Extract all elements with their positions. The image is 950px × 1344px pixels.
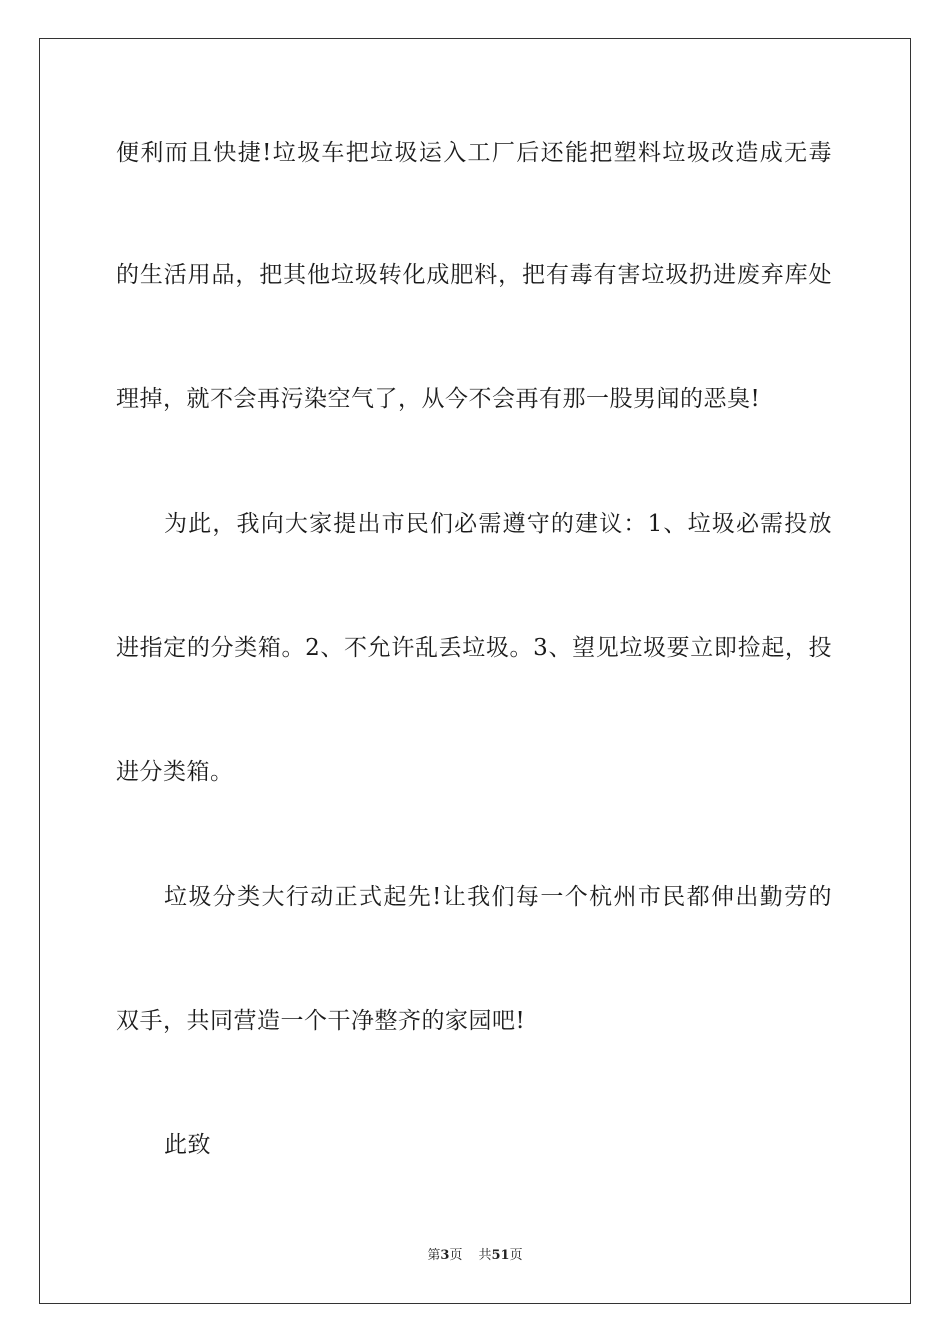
footer-total-pages: 51 xyxy=(491,1248,510,1263)
body-line-3: 理掉，就不会再污染空气了，从今不会再有那一股男闻的恶臭! xyxy=(116,386,761,412)
body-line-1: 便利而且快捷!垃圾车把垃圾运入工厂后还能把塑料垃圾改造成无毒 xyxy=(116,140,832,166)
body-line-7: 垃圾分类大行动正式起先!让我们每一个杭州市民都伸出勤劳的 xyxy=(164,884,832,910)
body-line-6: 进分类箱。 xyxy=(116,759,234,785)
body-line-4: 为此，我向大家提出市民们必需遵守的建议：1、垃圾必需投放 xyxy=(164,511,832,537)
closing-salutation: 此致 xyxy=(164,1132,211,1158)
footer-total-suffix: 页 xyxy=(509,1248,523,1263)
body-line-8: 双手，共同营造一个干净整齐的家园吧! xyxy=(116,1008,526,1034)
footer-page-suffix: 页 xyxy=(449,1248,463,1263)
footer-page-number: 3 xyxy=(440,1248,450,1263)
footer-page-prefix: 第 xyxy=(427,1248,441,1263)
footer-total-prefix: 共 xyxy=(478,1248,492,1263)
page-footer xyxy=(0,1247,950,1265)
body-line-5: 进指定的分类箱。2、不允许乱丢垃圾。3、望见垃圾要立即捡起，投 xyxy=(116,635,832,661)
body-line-2: 的生活用品，把其他垃圾转化成肥料，把有毒有害垃圾扔进废弃库处 xyxy=(116,262,832,288)
page-frame xyxy=(39,38,911,1304)
